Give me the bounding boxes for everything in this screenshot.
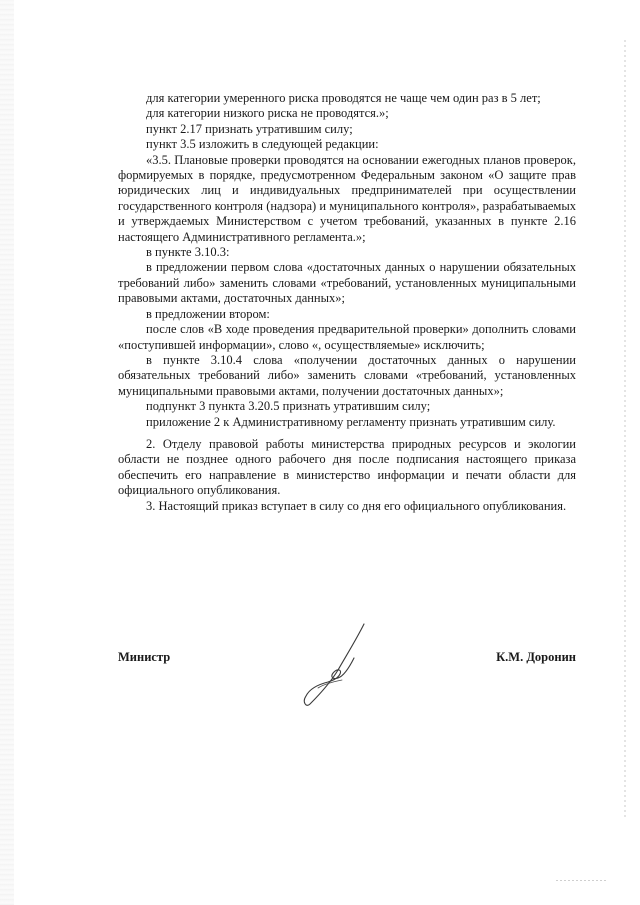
- paragraph: для категории умеренного риска проводятся не чаще чем один раз в 5 лет;: [146, 91, 541, 105]
- signatory-name: К.М. Доронин: [496, 650, 576, 664]
- paragraph: пункт 2.17 признать утратившим силу;: [146, 121, 353, 136]
- document-body: [118, 91, 576, 514]
- paragraph: «3.5. Плановые проверки проводятся на основании ежегодных планов проверок, формируемых в порядке, предусмотренном Федеральным законом «О защите прав юридических лиц и индивидуальных предпринимателей при осуществлении государственного контроля (надзора) и муниципального контроля», разрабатываемых и утверждаемых Министерством с учетом требований, указанных в пункте 2.16 настоящего Административного регламента.»;: [118, 152, 576, 244]
- paragraph: в пункте 3.10.3:: [146, 245, 230, 260]
- signatory-title: Министр: [118, 650, 171, 664]
- paragraph-item-3: 3. Настоящий приказ вступает в силу со дня его официального опубликования.: [146, 498, 567, 513]
- paragraph: подпункт 3 пункта 3.20.5 признать утратившим силу;: [146, 399, 431, 414]
- paragraph: приложение 2 к Административному регламенту признать утратившим силу.: [146, 414, 556, 429]
- paragraph: пункт 3.5 изложить в следующей редакции:: [146, 137, 379, 152]
- scan-edge-right: [624, 40, 626, 820]
- paragraph: в пункте 3.10.4 слова «получении достаточных данных о нарушении обязательных требований либо» заменить словами «требований, установленных муниципальными правовыми актами, получении достаточных данных»;: [118, 352, 576, 398]
- scan-artifact: [556, 880, 606, 881]
- paragraph: для категории низкого риска не проводятся.»;: [146, 106, 389, 121]
- handwritten-signature: [298, 618, 378, 708]
- paragraph: в предложении втором:: [146, 306, 270, 321]
- paragraph-item-2: 2. Отделу правовой работы министерства природных ресурсов и экологии области не позднее одного рабочего дня после подписания настоящего приказа обеспечить его направление в министерство информации и печати области для официального опубликования.: [118, 436, 576, 498]
- paragraph: после слов «В ходе проведения предварительной проверки» дополнить словами «поступившей информации», слово «, осуществляемые» исключить;: [118, 322, 576, 352]
- scan-edge-left: [0, 0, 14, 905]
- paragraph: в предложении первом слова «достаточных данных о нарушении обязательных требований либо» заменить словами «требований, установленных муниципальными правовыми актами, достаточных данных»;: [118, 260, 576, 306]
